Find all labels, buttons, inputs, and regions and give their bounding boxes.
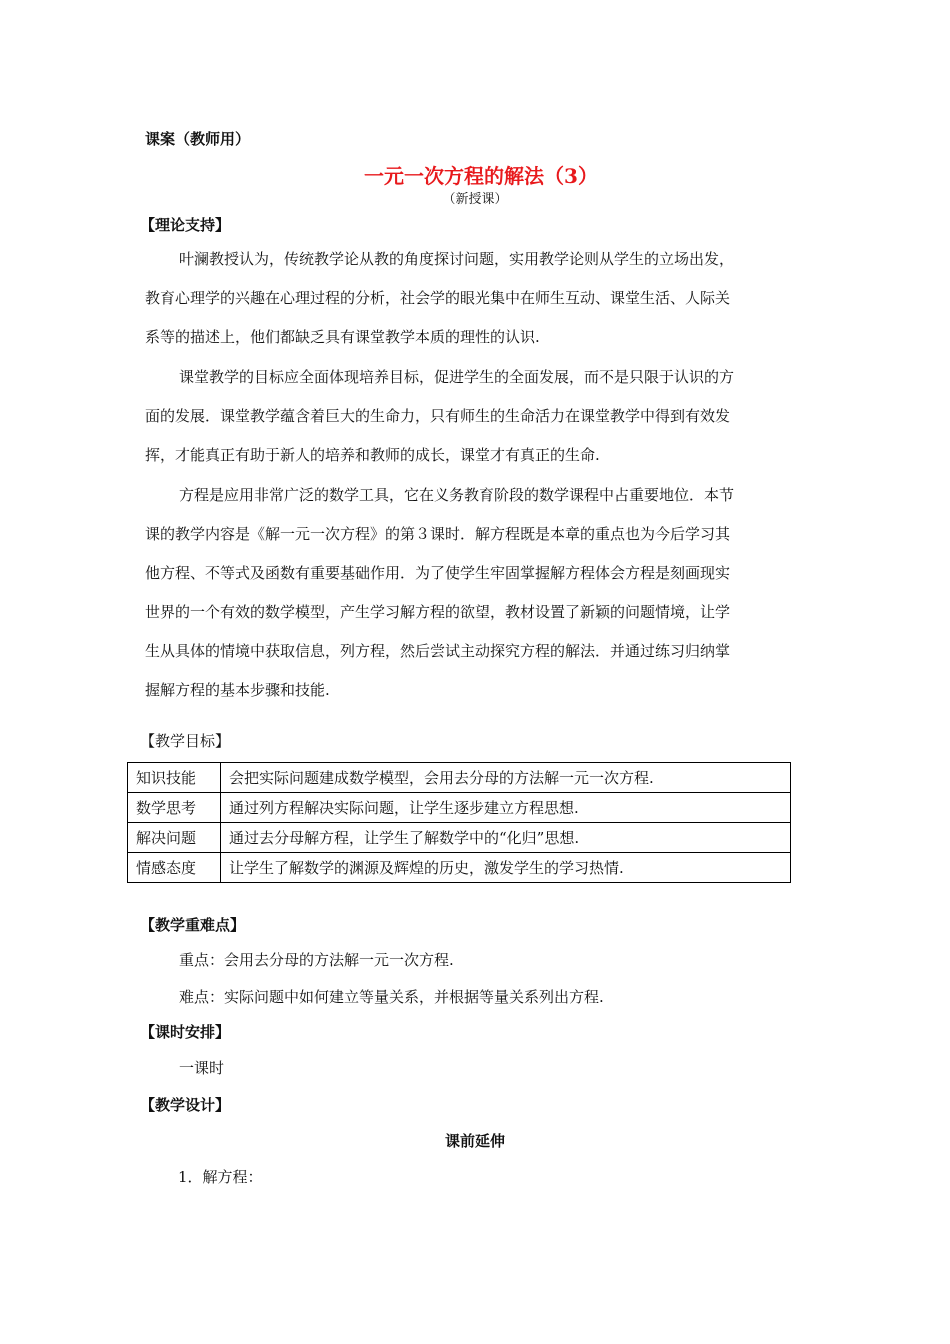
text-line: 系等的描述上，他们都缺乏具有课堂教学本质的理性的认识. [145, 328, 540, 346]
schedule-value: 一课时 [179, 1059, 225, 1077]
goal-category: 知识技能 [128, 763, 221, 793]
goal-description: 通过列方程解决实际问题，让学生逐步建立方程思想. [221, 793, 791, 823]
text-line: 叶澜教授认为，传统教学论从教的角度探讨问题，实用教学论则从学生的立场出发， [179, 250, 735, 268]
table-row [128, 823, 791, 853]
theory-paragraph-3 [145, 476, 805, 710]
text-line: 握解方程的基本步骤和技能. [145, 681, 330, 699]
goals-heading: 【教学目标】 [140, 732, 231, 750]
document-type-label: 课案（教师用） [145, 130, 251, 148]
focus-point: 重点：会用去分母的方法解一元一次方程. [179, 951, 454, 969]
text-line: 生从具体的情境中获取信息，列方程，然后尝试主动探究方程的解法．并通过练习归纳掌 [145, 642, 731, 660]
table-row [128, 853, 791, 883]
text-line: 面的发展．课堂教学蕴含着巨大的生命力，只有师生的生命活力在课堂教学中得到有效发 [145, 407, 731, 425]
text-line: 教育心理学的兴趣在心理过程的分析，社会学的眼光集中在师生互动、课堂生活、人际关 [145, 289, 731, 307]
table-row [128, 763, 791, 793]
teaching-goals-table [127, 762, 791, 883]
text-line: 方程是应用非常广泛的数学工具，它在义务教育阶段的数学课程中占重要地位．本节 [179, 486, 735, 504]
difficulty-point: 难点：实际问题中如何建立等量关系，并根据等量关系列出方程. [179, 988, 604, 1006]
goal-description: 通过去分母解方程，让学生了解数学中的“化归”思想. [221, 823, 791, 853]
theory-heading: 【理论支持】 [140, 216, 231, 234]
text-line: 挥，才能真正有助于新人的培养和教师的成长，课堂才有真正的生命. [145, 446, 600, 464]
goal-description: 让学生了解数学的渊源及辉煌的历史，激发学生的学习热情. [221, 853, 791, 883]
pre-class-heading: 课前延伸 [444, 1132, 505, 1150]
schedule-heading: 【课时安排】 [140, 1023, 231, 1041]
key-points-heading: 【教学重难点】 [140, 916, 246, 934]
theory-paragraph-2 [145, 358, 805, 475]
goal-category: 解决问题 [128, 823, 221, 853]
text-line: 课的教学内容是《解一元一次方程》的第３课时．解方程既是本章的重点也为今后学习其 [145, 525, 731, 543]
text-line: 世界的一个有效的数学模型，产生学习解方程的欲望，教材设置了新颖的问题情境，让学 [145, 603, 731, 621]
goal-category: 数学思考 [128, 793, 221, 823]
exercise-item-1: 1．解方程： [178, 1168, 263, 1186]
lesson-title: 一元一次方程的解法（3） [364, 164, 598, 188]
text-line: 他方程、不等式及函数有重要基础作用．为了使学生牢固掌握解方程体会方程是刻画现实 [145, 564, 731, 582]
goal-description: 会把实际问题建成数学模型，会用去分母的方法解一元一次方程. [221, 763, 791, 793]
design-heading: 【教学设计】 [140, 1096, 231, 1114]
lesson-subtitle: （新授课） [442, 192, 508, 207]
text-line: 课堂教学的目标应全面体现培养目标，促进学生的全面发展，而不是只限于认识的方 [179, 368, 735, 386]
table-row [128, 793, 791, 823]
goal-category: 情感态度 [128, 853, 221, 883]
theory-paragraph-1 [145, 240, 805, 357]
